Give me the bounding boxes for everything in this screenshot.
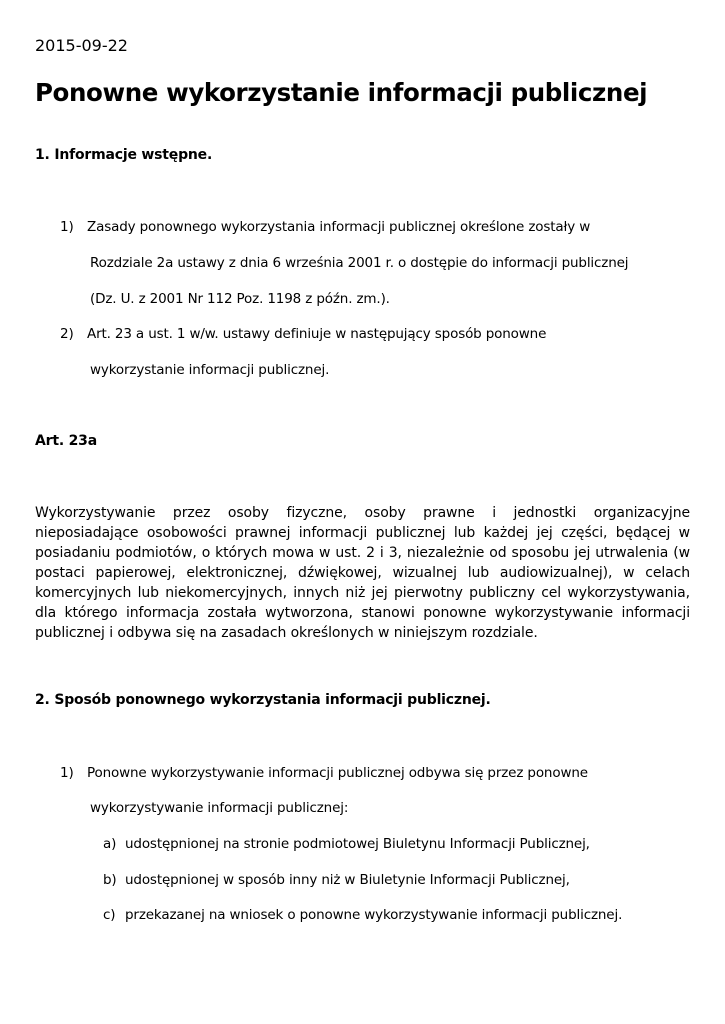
page-title: Ponowne wykorzystanie informacji publicznej (35, 78, 648, 107)
subitem-a-marker: a) (103, 836, 117, 852)
list-item-1-marker: 1) (60, 219, 74, 235)
subitem-c-marker: c) (103, 907, 116, 923)
subitem-c-text: przekazanej na wniosek o ponowne wykorzystywanie informacji publicznej. (125, 907, 623, 923)
subitem-b-text: udostępnionej w sposób inny niż w Biuletynie Informacji Publicznej, (125, 872, 570, 888)
document-date: 2015-09-22 (35, 36, 128, 55)
section-2-item-marker: 1) (60, 765, 74, 781)
list-item-1-line-2: Rozdziale 2a ustawy z dnia 6 września 2001 r. o dostępie do informacji publicznej (90, 255, 629, 271)
section-2-item-line-1: Ponowne wykorzystywanie informacji publicznej odbywa się przez ponowne (87, 765, 588, 781)
subitem-a-text: udostępnionej na stronie podmiotowej Biuletynu Informacji Publicznej, (125, 836, 590, 852)
list-item-2-line-1: Art. 23 a ust. 1 w/w. ustawy definiuje w następujący sposób ponowne (87, 326, 547, 342)
list-item-1-line-3: (Dz. U. z 2001 Nr 112 Poz. 1198 z późn. zm.). (90, 291, 390, 307)
article-paragraph: Wykorzystywanie przez osoby fizyczne, osoby prawne i jednostki organizacyjne nieposiadające osobowości prawnej informacji publicznej lub każdej jej części, będącej w posiadaniu podmiotów, o których mowa w ust. 2 i 3, niezależnie od sposobu jej utrwalenia (w postaci papierowej, elektronicznej, dźwiękowej, wizualnej lub audiowizualnej), w celach komercyjnych lub niekomercyjnych, innych niż jej pierwotny publiczny cel wykorzystywania, dla którego informacja została wytworzona, stanowi ponowne wykorzystywanie informacji publicznej i odbywa się na zasadach określonych w niniejszym rozdziale. (35, 505, 690, 641)
article-heading: Art. 23a (35, 433, 97, 449)
subitem-b-marker: b) (103, 872, 117, 888)
section-1-heading: 1. Informacje wstępne. (35, 147, 213, 163)
list-item-2-line-2: wykorzystanie informacji publicznej. (90, 362, 330, 378)
section-2-heading: 2. Sposób ponownego wykorzystania informacji publicznej. (35, 692, 491, 708)
section-2-item-line-2: wykorzystywanie informacji publicznej: (90, 800, 349, 816)
list-item-2-marker: 2) (60, 326, 74, 342)
list-item-1-line-1: Zasady ponownego wykorzystania informacji publicznej określone zostały w (87, 219, 591, 235)
